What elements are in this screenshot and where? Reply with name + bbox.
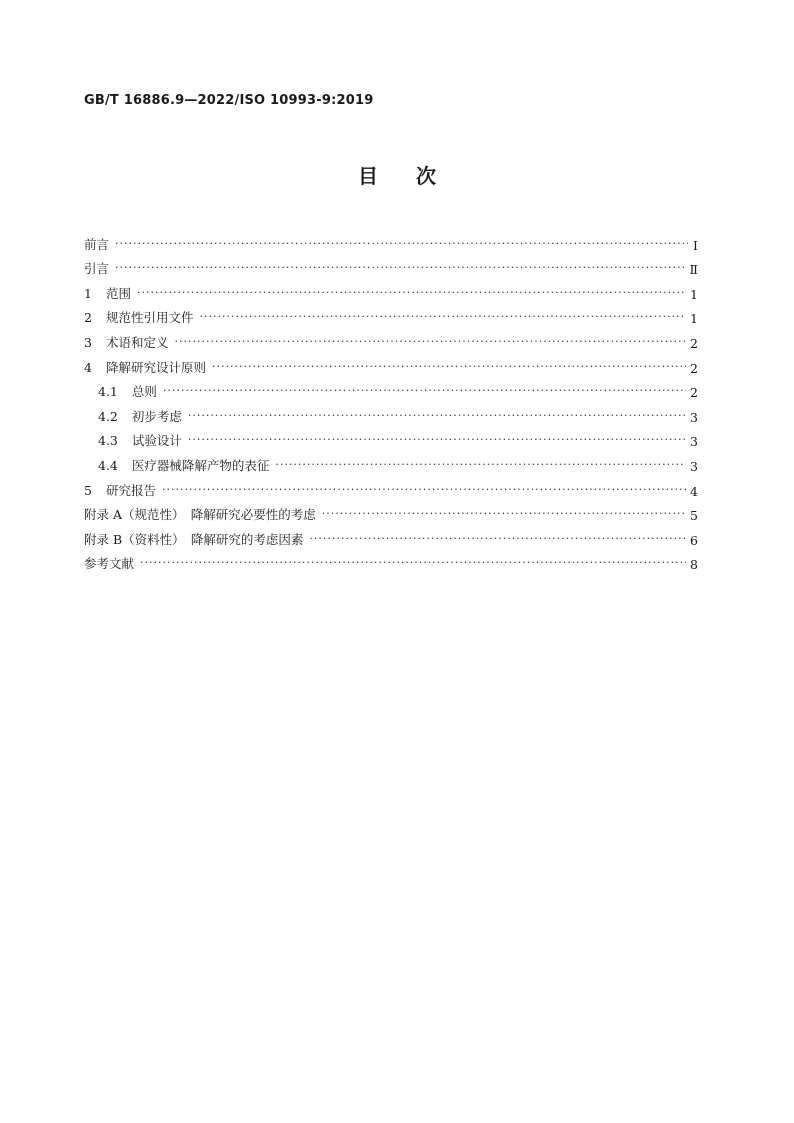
toc-entry-number: 5: [84, 482, 92, 498]
toc-leader-dots: [137, 285, 686, 299]
toc-entry-bibliography[interactable]: [84, 548, 698, 573]
toc-entry-label: 前言: [84, 236, 110, 252]
toc-leader-dots: [174, 334, 686, 348]
toc-subentry[interactable]: [84, 449, 698, 474]
toc-entry-label: 初步考虑: [131, 408, 182, 424]
document-code-header: GB/T 16886.9—2022/ISO 10993-9:2019: [84, 93, 374, 108]
toc-entry-page: 5: [690, 508, 698, 524]
toc-entry-page: 6: [690, 532, 698, 548]
toc-subentry[interactable]: [84, 400, 698, 425]
toc-entry-page: 3: [690, 409, 698, 425]
toc-subentry[interactable]: [84, 425, 698, 450]
toc-entry-page: 3: [690, 434, 698, 450]
toc-entry-number: 3: [84, 334, 92, 350]
toc-entry-page: 2: [690, 360, 698, 376]
toc-leader-dots: [162, 482, 686, 496]
toc-entry-number: 4.2: [98, 408, 118, 424]
toc-entry-page: 4: [690, 483, 698, 499]
toc-entry-page: Ⅰ: [693, 237, 698, 253]
toc-entry-label: 降解研究设计原则: [105, 359, 206, 375]
toc-entry-page: 2: [690, 335, 698, 351]
toc-entry-label: 附录 B（资料性） 降解研究的考虑因素: [84, 531, 304, 547]
toc-entry-label: 研究报告: [105, 482, 156, 498]
toc-entry-number: 4: [84, 359, 92, 375]
toc-entry[interactable]: [84, 351, 698, 376]
toc-leader-dots: [188, 432, 686, 446]
toc-entry[interactable]: [84, 228, 698, 253]
toc-entry[interactable]: [84, 326, 698, 351]
toc-leader-dots: [309, 531, 686, 545]
toc-entry[interactable]: [84, 474, 698, 499]
toc-leader-dots: [275, 457, 686, 471]
toc-entry-annex-b[interactable]: [84, 523, 698, 548]
toc-leader-dots: [212, 359, 686, 373]
toc-entry-label: 引言: [84, 261, 110, 277]
toc-entry[interactable]: [84, 253, 698, 278]
toc-entry-number: 2: [84, 310, 92, 326]
toc-entry-number: 4.3: [98, 433, 118, 449]
toc-entry-label: 规范性引用文件: [105, 310, 194, 326]
toc-entry[interactable]: [84, 277, 698, 302]
toc-entry-label: 参考文献: [84, 556, 135, 572]
toc-entry-page: Ⅱ: [689, 262, 698, 278]
toc-leader-dots: [115, 260, 685, 274]
title-char-1: 目: [358, 164, 378, 188]
table-of-contents: [84, 228, 698, 572]
toc-entry-page: 8: [690, 557, 698, 573]
toc-entry-label: 医疗器械降解产物的表征: [131, 457, 270, 473]
toc-leader-dots: [163, 383, 686, 397]
toc-entry-label: 附录 A（规范性） 降解研究必要性的考虑: [84, 507, 316, 523]
toc-entry-label: 试验设计: [131, 433, 182, 449]
toc-entry-page: 1: [690, 311, 698, 327]
toc-entry-page: 3: [690, 458, 698, 474]
toc-entry-page: 2: [690, 385, 698, 401]
title-char-2: 次: [416, 164, 436, 188]
toc-entry-label: 总则: [131, 384, 157, 400]
page-title: [0, 160, 794, 189]
toc-entry-annex-a[interactable]: [84, 499, 698, 524]
toc-entry-page: 1: [690, 286, 698, 302]
toc-entry-number: 1: [84, 285, 92, 301]
toc-entry[interactable]: [84, 302, 698, 327]
toc-subentry[interactable]: [84, 376, 698, 401]
toc-leader-dots: [199, 309, 686, 323]
toc-entry-number: 4.1: [98, 384, 118, 400]
toc-leader-dots: [322, 506, 686, 520]
toc-entry-label: 术语和定义: [105, 334, 169, 350]
toc-entry-label: 范围: [105, 285, 131, 301]
toc-entry-number: 4.4: [98, 457, 118, 473]
toc-leader-dots: [140, 555, 686, 569]
toc-leader-dots: [115, 236, 688, 250]
toc-leader-dots: [188, 408, 686, 422]
